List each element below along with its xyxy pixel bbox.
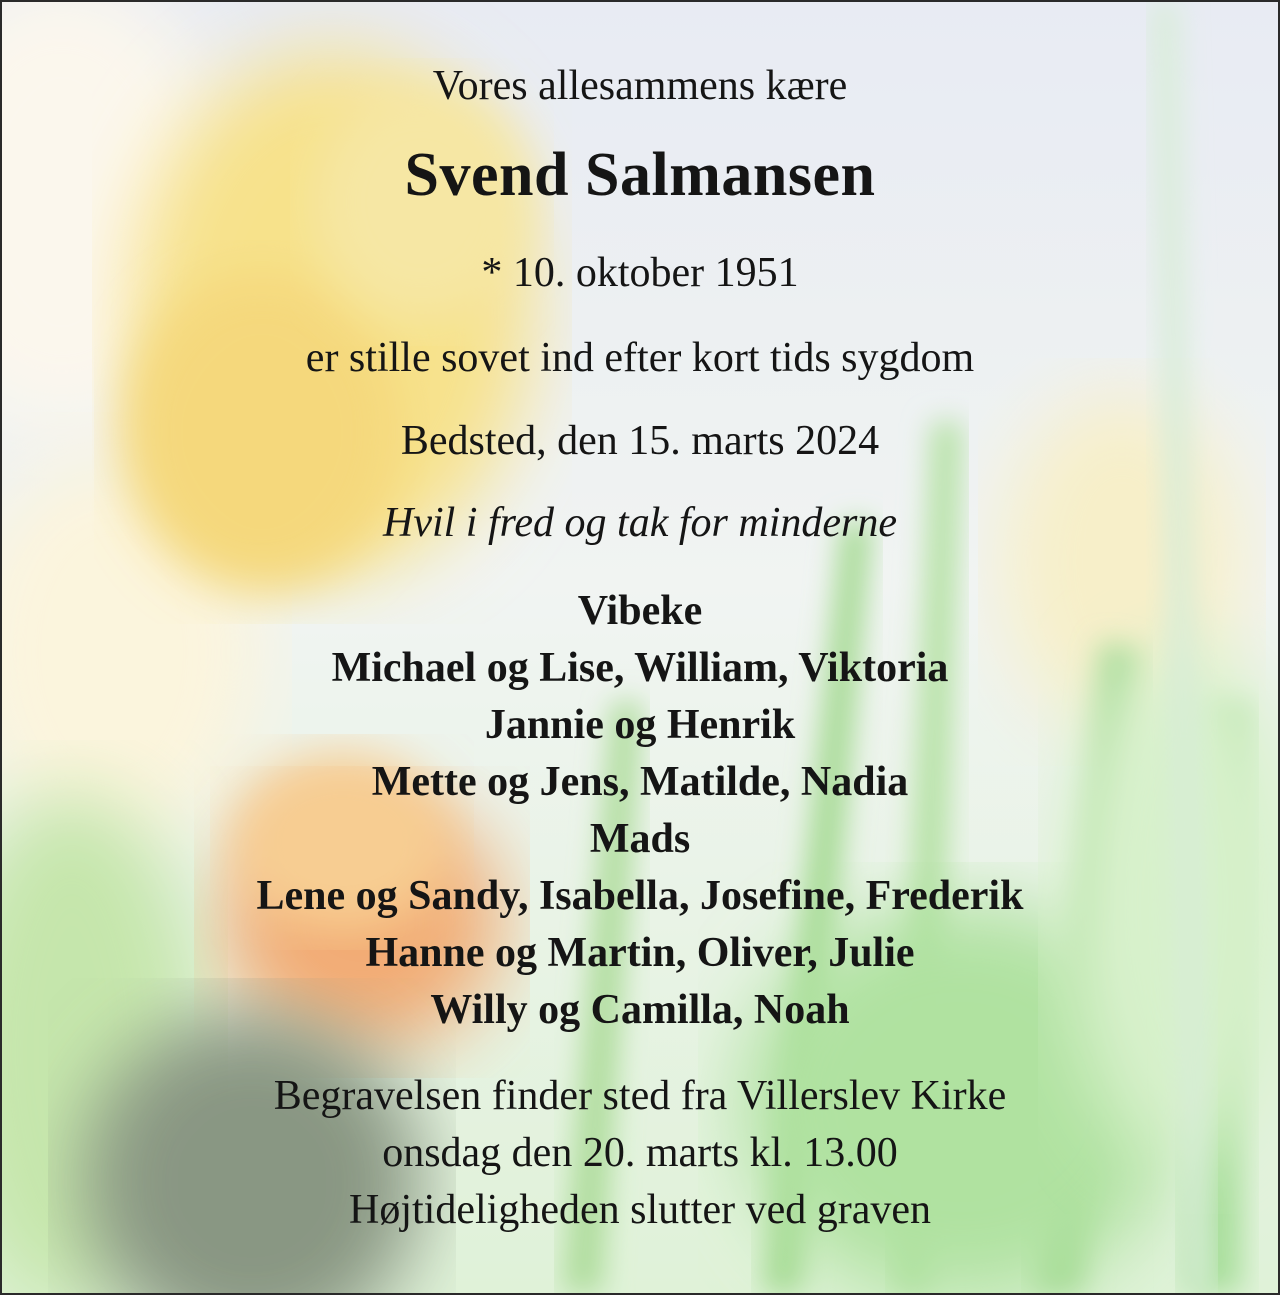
family-member-line: Lene og Sandy, Isabella, Josefine, Frederik: [256, 873, 1024, 919]
funeral-time: onsdag den 20. marts kl. 13.00: [382, 1130, 898, 1176]
family-member-line: Mette og Jens, Matilde, Nadia: [371, 759, 909, 805]
family-member-line: Mads: [589, 816, 691, 862]
family-member-line: Vibeke: [577, 588, 703, 634]
deceased-name: Svend Salmansen: [404, 141, 876, 209]
funeral-details: [2, 1068, 1278, 1239]
farewell-motto: Hvil i fred og tak for minderne: [382, 500, 898, 546]
family-member-line: Hanne og Martin, Oliver, Julie: [365, 930, 915, 976]
place-and-date: Bedsted, den 15. marts 2024: [400, 418, 880, 464]
funeral-note: Højtideligheden slutter ved graven: [349, 1187, 931, 1233]
funeral-location: Begravelsen finder sted fra Villerslev Kirke: [273, 1073, 1007, 1119]
passing-line: er stille sovet ind efter kort tids sygdom: [305, 335, 975, 381]
intro-line: Vores allesammens kære: [432, 63, 848, 109]
family-member-line: Michael og Lise, William, Viktoria: [331, 645, 949, 691]
family-list: [2, 583, 1278, 1039]
family-member-line: Jannie og Henrik: [484, 702, 796, 748]
family-member-line: Willy og Camilla, Noah: [430, 987, 850, 1033]
birth-date: * 10. oktober 1951: [481, 250, 799, 296]
